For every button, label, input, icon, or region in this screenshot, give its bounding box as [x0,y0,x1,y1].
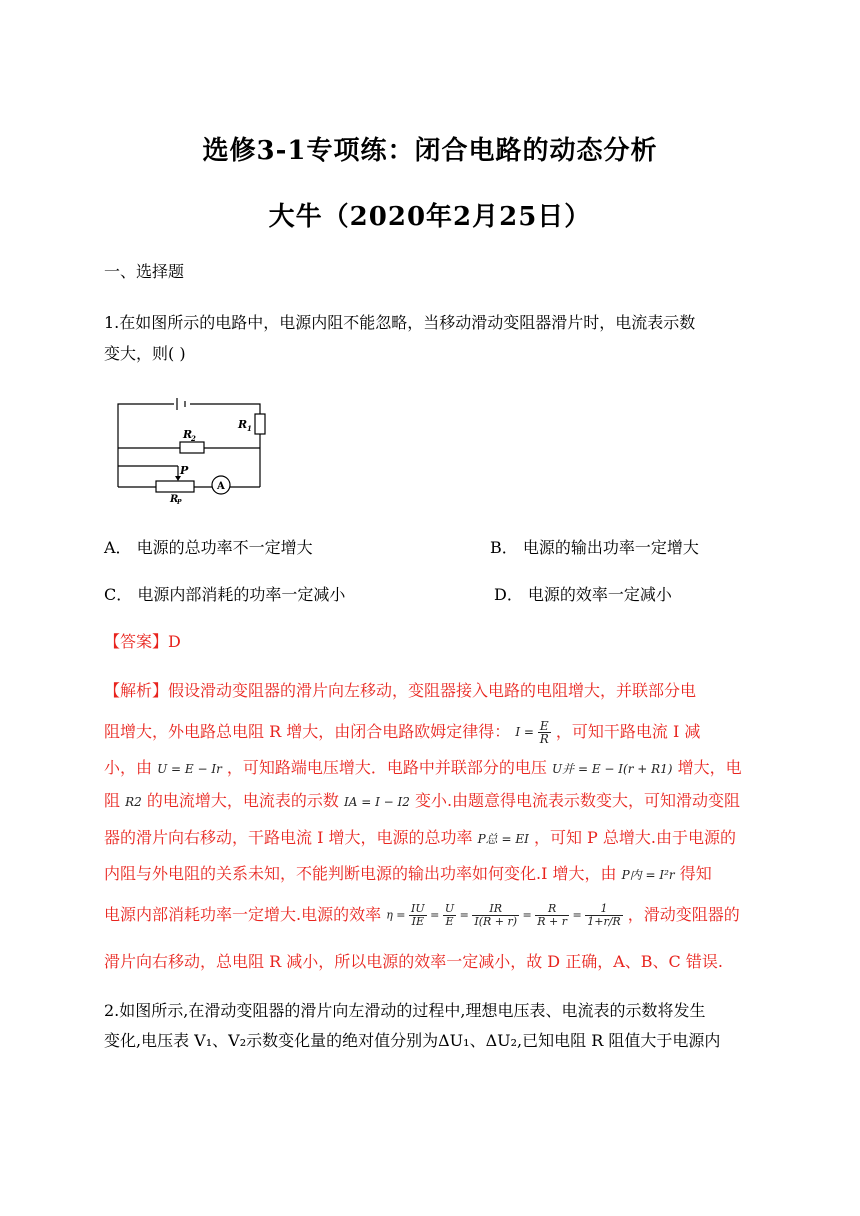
r2-label-sub: 2 [191,434,196,443]
option-c: C． 电源内部消耗的功率一定减小 [104,585,346,604]
analysis-line7: 电源内部消耗功率一定增大.电源的效率 η = $\frac{IU}{IE}$ = $\frac{U}{E}$ = $\frac{IR}{I(R + r)}$ = $\frac{R}{R + r}$ = $\frac{1}{1+r/R}$ ，滑动变阻器的 [104,902,740,928]
document-subtitle: 大牛（2020年2月25日） [268,202,592,232]
formula-ammeter-current: IA = I − I2 [343,794,410,809]
analysis-line1: 【解析】假设滑动变阻器的滑片向左移动，变阻器接入电路的电阻增大，并联部分电 [104,681,697,700]
r2-label: R [183,428,193,441]
analysis-line2: 阻增大，外电路总电阻 R 增大，由闭合电路欧姆定律得： I = $\frac{E}{R}$ ，可知干路电流 I 减 [104,719,701,746]
r1-label-sub: 1 [247,424,252,433]
r1-label: R [238,418,248,431]
analysis-line6: 内阻与外电阻的关系未知，不能判断电源的输出功率如何变化.I 增大，由 P内 = I²r 得知 [104,864,712,883]
r1-resistor [255,414,265,434]
analysis-line4: 阻 R2 的电流增大，电流表的示数 IA = I − I2 变小.由题意得电流表示数变大，可知滑动变阻 [104,791,741,810]
section-heading: 一、选择题 [104,262,185,281]
formula-inner-power: P内 = I²r [621,867,675,882]
option-a: A． 电源的总功率不一定增大 [104,538,313,557]
analysis-line5: 器的滑片向右移动，干路电流 I 增大，电源的总功率 P总 = EI ，可知 P 总增大.由于电源的 [104,828,736,847]
option-b: B． 电源的输出功率一定增大 [490,538,699,557]
q2-stem-line1: 2.如图所示,在滑动变阻器的滑片向左滑动的过程中,理想电压表、电流表的示数将发生 [104,1001,706,1020]
q1-stem-line1: 1.在如图所示的电路中，电源内阻不能忽略，当移动滑动变阻器滑片时，电流表示数 [104,313,696,332]
analysis-line3: 小，由 U = E − Ir ，可知路端电压增大．电路中并联部分的电压 U并 = E − I(r + R1) 增大，电 [104,758,742,777]
rp-label-sub: P [177,499,182,506]
formula-parallel-voltage: U并 = E − I(r + R1) [552,761,673,776]
rp-resistor [156,481,194,492]
formula-r2: R2 [125,794,142,809]
formula-terminal-voltage: U = E − Ir [157,761,222,776]
slider-label: P [180,464,189,477]
q1-stem-line2: 变大，则( ) [104,344,186,363]
r2-resistor [180,442,204,453]
circuit-diagram [110,392,275,506]
formula-total-power: P总 = EI [477,831,529,846]
q2-stem-line2: 变化,电压表 V₁、V₂示数变化量的绝对值分别为ΔU₁、ΔU₂,已知电阻 R 阻值大于电源内 [104,1031,721,1050]
document-title: 选修3-1专项练：闭合电路的动态分析 [202,136,658,166]
ammeter-label: A [217,481,225,492]
rp-label: R [170,494,179,505]
answer: 【答案】D [104,632,181,651]
option-d: D． 电源的效率一定减小 [494,585,672,604]
formula-ohm: I = $\frac{E}{R}$ [515,719,549,746]
analysis-line8: 滑片向右移动，总电阻 R 减小，所以电源的效率一定减小，故 D 正确，A、B、C 错误. [104,952,723,971]
formula-efficiency: η = $\frac{IU}{IE}$ = $\frac{U}{E}$ = $\frac{IR}{I(R + r)}$ = $\frac{R}{R + r}$ = $\frac{1}{1+r/R}$ [386,902,621,928]
